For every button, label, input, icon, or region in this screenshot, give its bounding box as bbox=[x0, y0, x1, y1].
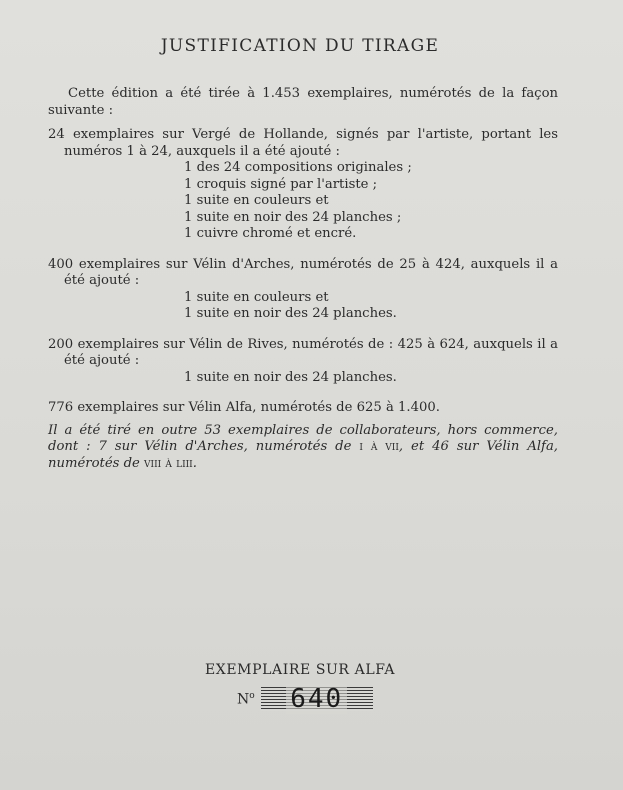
section-1-list bbox=[184, 160, 558, 243]
list-item: 1 des 24 compositions originales ; bbox=[184, 160, 412, 175]
list-item: 1 suite en noir des 24 planches. bbox=[184, 306, 397, 321]
section-3-text: 200 exemplaires sur Vélin de Rives, numérotés de : 425 à 624, auxquels il a été ajouté : bbox=[48, 336, 558, 368]
number-stamp bbox=[261, 684, 373, 714]
list-item: 1 suite en couleurs et bbox=[184, 289, 329, 305]
number-prefix-suffix: o bbox=[249, 690, 255, 701]
closing-part-2: , et 46 sur Vélin Alfa, numérotés de bbox=[48, 439, 558, 471]
list-item: 1 suite en noir des 24 planches ; bbox=[184, 209, 402, 225]
closing-part-3: . bbox=[192, 455, 197, 471]
copy-number-line bbox=[237, 684, 373, 714]
closing-paragraph bbox=[48, 423, 558, 473]
list-item: 1 suite en couleurs et bbox=[184, 193, 329, 208]
copy-label: EXEMPLAIRE SUR ALFA bbox=[204, 662, 396, 678]
body-text bbox=[48, 86, 558, 472]
number-prefix bbox=[237, 691, 255, 708]
closing-roman-1: i à vii bbox=[359, 439, 399, 454]
section-2-list bbox=[184, 290, 558, 323]
closing-part-1: Il a été tiré en outre 53 exemplaires de collaborateurs, hors commerce, dont : 7 sur Vélin d'Arches, numérotés de bbox=[48, 422, 558, 454]
list-item: 1 cuivre chromé et encré. bbox=[184, 226, 357, 241]
section-4-text: 776 exemplaires sur Vélin Alfa, numérotés de 625 à 1.400. bbox=[48, 400, 440, 415]
intro-paragraph: Cette édition a été tirée à 1.453 exemplaires, numérotés de la façon suivante : bbox=[48, 86, 558, 118]
closing-roman-2: viii à liii bbox=[144, 455, 193, 471]
section-1-text: 24 exemplaires sur Vergé de Hollande, signés par l'artiste, portant les numéros 1 à 24, auxquels il a été ajouté : bbox=[48, 127, 558, 159]
list-item: 1 suite en noir des 24 planches. bbox=[184, 369, 397, 385]
section-3-list bbox=[184, 370, 558, 387]
list-item: 1 croquis signé par l'artiste ; bbox=[184, 176, 378, 192]
page-title: JUSTIFICATION DU TIRAGE bbox=[160, 36, 440, 56]
number-prefix-letter: N bbox=[237, 691, 250, 708]
copy-number: 640 bbox=[286, 684, 347, 714]
section-2-text: 400 exemplaires sur Vélin d'Arches, numérotés de 25 à 424, auxquels il a été ajouté : bbox=[48, 256, 558, 288]
